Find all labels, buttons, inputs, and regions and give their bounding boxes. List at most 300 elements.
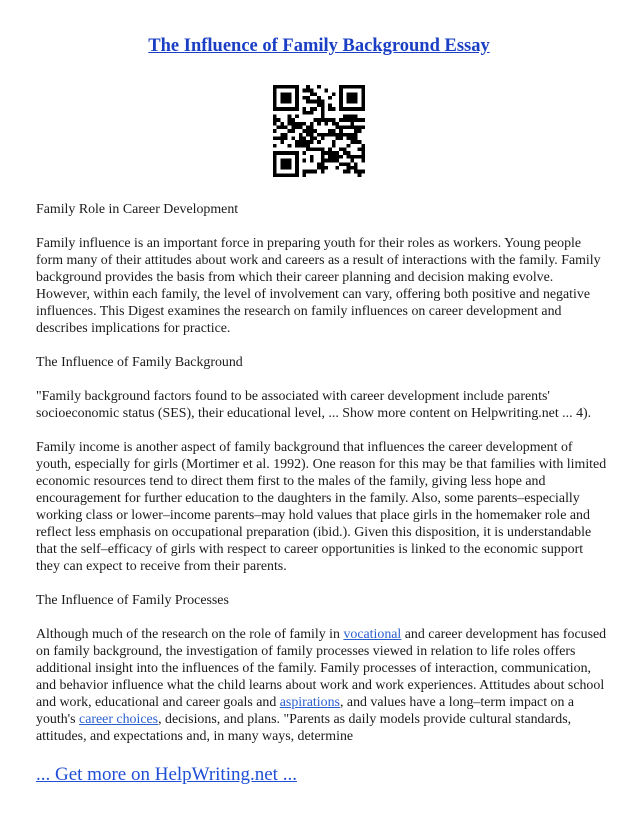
qr-module xyxy=(354,114,358,118)
qr-module xyxy=(280,92,284,96)
qr-module xyxy=(317,166,321,170)
qr-module xyxy=(317,140,321,144)
qr-module xyxy=(358,173,362,177)
qr-module xyxy=(336,133,340,137)
qr-module xyxy=(350,155,354,159)
qr-module xyxy=(347,85,351,89)
career-choices-link[interactable]: career choices xyxy=(79,712,159,727)
qr-module xyxy=(347,137,351,141)
qr-module xyxy=(291,137,295,141)
qr-module xyxy=(295,144,299,148)
qr-module xyxy=(339,162,343,166)
qr-module xyxy=(273,96,277,100)
qr-module xyxy=(347,92,351,96)
qr-module xyxy=(358,140,362,144)
qr-module xyxy=(354,162,358,166)
qr-module xyxy=(299,137,303,141)
qr-module xyxy=(313,100,317,104)
qr-module xyxy=(295,151,299,155)
qr-module xyxy=(280,173,284,177)
qr-module xyxy=(295,107,299,111)
qr-module xyxy=(350,96,354,100)
qr-module xyxy=(354,125,358,129)
qr-module xyxy=(350,114,354,118)
qr-module xyxy=(310,125,314,129)
qr-module xyxy=(280,125,284,129)
qr-module xyxy=(310,137,314,141)
qr-module xyxy=(361,125,365,129)
qr-module xyxy=(339,89,343,93)
qr-module xyxy=(361,89,365,93)
qr-module xyxy=(347,114,351,118)
qr-module xyxy=(306,144,310,148)
qr-module xyxy=(347,118,351,122)
qr-module xyxy=(306,125,310,129)
qr-module xyxy=(277,85,281,89)
qr-module xyxy=(295,85,299,89)
qr-module xyxy=(332,133,336,137)
paragraph: Family influence is an important force in preparing youth for their roles as workers. Young people form many of their attitudes about work and careers as a result of interactions with the family. Family background provides the basis from which their career planning and decision making evolve. However, within each family, the level of involvement can vary, offering both positive and negative influences. This Digest examines the research on family influences on career development and describes implications for practice. xyxy=(36,236,601,336)
qr-module xyxy=(354,100,358,104)
qr-module xyxy=(295,89,299,93)
qr-module xyxy=(321,114,325,118)
qr-module xyxy=(358,125,362,129)
qr-module xyxy=(336,151,340,155)
qr-module xyxy=(339,118,343,122)
qr-module xyxy=(354,137,358,141)
qr-module xyxy=(361,96,365,100)
qr-module xyxy=(347,107,351,111)
qr-module xyxy=(291,129,295,133)
qr-module xyxy=(354,140,358,144)
qr-module xyxy=(277,173,281,177)
qr-module xyxy=(354,85,358,89)
paragraph-text: and career development has focused on family background, the investigation of family processes viewed in relation to life roles offers additional insight into the influences of the family. Family processes of interaction, communication, and behavior influence what the child learns about work and work experiences. Attitudes about school and work, educational and career goals and xyxy=(36,627,607,710)
qr-module xyxy=(336,125,340,129)
qr-module xyxy=(328,107,332,111)
qr-module xyxy=(339,125,343,129)
qr-module xyxy=(288,162,292,166)
qr-module xyxy=(288,114,292,118)
qr-module xyxy=(295,92,299,96)
qr-module xyxy=(350,137,354,141)
qr-module xyxy=(336,166,340,170)
qr-module xyxy=(339,85,343,89)
qr-module xyxy=(350,100,354,104)
qr-module xyxy=(347,133,351,137)
qr-module xyxy=(361,170,365,174)
qr-module xyxy=(350,122,354,126)
qr-module xyxy=(302,137,306,141)
qr-module xyxy=(361,159,365,163)
qr-module xyxy=(358,118,362,122)
qr-module xyxy=(302,129,306,133)
qr-module xyxy=(328,148,332,152)
qr-module xyxy=(280,162,284,166)
qr-module xyxy=(302,107,306,111)
qr-module xyxy=(354,118,358,122)
qr-module xyxy=(295,140,299,144)
qr-module xyxy=(354,155,358,159)
qr-module xyxy=(332,118,336,122)
qr-module xyxy=(328,155,332,159)
qr-module xyxy=(284,85,288,89)
qr-module xyxy=(332,140,336,144)
qr-module xyxy=(350,118,354,122)
vocational-link[interactable]: vocational xyxy=(343,627,402,642)
qr-module xyxy=(273,85,277,89)
qr-module xyxy=(317,133,321,137)
qr-module xyxy=(339,96,343,100)
qr-module xyxy=(273,137,277,141)
qr-module xyxy=(343,118,347,122)
qr-module xyxy=(361,100,365,104)
qr-module xyxy=(358,148,362,152)
qr-module xyxy=(295,125,299,129)
qr-module xyxy=(280,96,284,100)
qr-module xyxy=(291,122,295,126)
qr-module xyxy=(277,125,281,129)
qr-module xyxy=(284,162,288,166)
qr-module xyxy=(288,159,292,163)
qr-module xyxy=(347,96,351,100)
qr-module xyxy=(321,107,325,111)
qr-module xyxy=(313,137,317,141)
qr-module xyxy=(328,133,332,137)
qr-module xyxy=(347,144,351,148)
qr-module xyxy=(273,162,277,166)
qr-module xyxy=(310,155,314,159)
qr-module xyxy=(273,103,277,107)
qr-module xyxy=(295,96,299,100)
paragraph-text: , decisions, and plans. "Parents as daily models provide cultural standards, attitudes, and expectations and, in many ways, determine xyxy=(36,712,572,744)
qr-module xyxy=(288,92,292,96)
qr-module xyxy=(277,107,281,111)
qr-module xyxy=(288,85,292,89)
qr-module xyxy=(291,118,295,122)
qr-module xyxy=(273,166,277,170)
qr-module xyxy=(295,155,299,159)
qr-module xyxy=(339,100,343,104)
qr-module xyxy=(350,133,354,137)
qr-module xyxy=(358,107,362,111)
qr-module xyxy=(313,170,317,174)
qr-module xyxy=(317,162,321,166)
qr-module xyxy=(273,107,277,111)
qr-module xyxy=(332,107,336,111)
qr-module xyxy=(291,151,295,155)
qr-module xyxy=(321,151,325,155)
qr-module xyxy=(288,118,292,122)
qr-module xyxy=(350,159,354,163)
qr-module xyxy=(350,92,354,96)
qr-module xyxy=(339,155,343,159)
qr-module xyxy=(361,155,365,159)
qr-module xyxy=(295,162,299,166)
qr-module xyxy=(288,107,292,111)
qr-module xyxy=(302,140,306,144)
qr-module xyxy=(310,129,314,133)
qr-module xyxy=(280,137,284,141)
qr-module xyxy=(291,125,295,129)
qr-module xyxy=(273,122,277,126)
qr-module xyxy=(310,133,314,137)
get-more-link[interactable]: ... Get more on HelpWriting.net ... xyxy=(36,764,297,785)
qr-module xyxy=(343,114,347,118)
qr-module xyxy=(350,107,354,111)
qr-module xyxy=(354,107,358,111)
qr-module xyxy=(354,96,358,100)
qr-module xyxy=(321,118,325,122)
qr-module xyxy=(284,166,288,170)
qr-module xyxy=(343,107,347,111)
qr-module xyxy=(361,107,365,111)
qr-module xyxy=(343,170,347,174)
qr-module xyxy=(284,107,288,111)
qr-module xyxy=(321,111,325,115)
qr-module xyxy=(295,166,299,170)
qr-module xyxy=(273,129,277,133)
qr-module xyxy=(350,166,354,170)
qr-module xyxy=(358,129,362,133)
qr-module xyxy=(321,137,325,141)
qr-module xyxy=(336,137,340,141)
section-heading: The Influence of Family Background xyxy=(36,355,243,370)
qr-module xyxy=(317,85,321,89)
paragraph: "Family background factors found to be associated with career development include parents' socioeconomic status (SES), their educational level, ... Show more content on Helpwriting.net ... 4). xyxy=(36,389,592,421)
qr-module xyxy=(332,155,336,159)
qr-module xyxy=(280,159,284,163)
qr-module xyxy=(288,166,292,170)
qr-module xyxy=(277,137,281,141)
qr-module xyxy=(295,159,299,163)
qr-module xyxy=(328,96,332,100)
qr-module xyxy=(280,151,284,155)
qr-module xyxy=(347,151,351,155)
qr-module xyxy=(328,129,332,133)
essay-title-link[interactable]: The Influence of Family Background Essay xyxy=(148,36,490,56)
essay-body xyxy=(36,201,608,762)
qr-module xyxy=(347,162,351,166)
qr-module xyxy=(306,140,310,144)
qr-module xyxy=(284,137,288,141)
qr-module xyxy=(336,122,340,126)
qr-module xyxy=(343,162,347,166)
qr-module xyxy=(332,122,336,126)
qr-module xyxy=(361,151,365,155)
qr-module xyxy=(350,125,354,129)
qr-module xyxy=(273,151,277,155)
qr-module xyxy=(310,107,314,111)
qr-module xyxy=(313,118,317,122)
qr-module xyxy=(273,144,277,148)
qr-module xyxy=(313,107,317,111)
qr-module xyxy=(306,96,310,100)
qr-module xyxy=(284,96,288,100)
qr-module xyxy=(325,159,329,163)
qr-module xyxy=(361,92,365,96)
qr-module xyxy=(313,129,317,133)
qr-module xyxy=(273,89,277,93)
qr-module xyxy=(310,159,314,163)
qr-module xyxy=(302,173,306,177)
qr-module xyxy=(284,125,288,129)
qr-module xyxy=(299,122,303,126)
qr-module xyxy=(358,170,362,174)
qr-module xyxy=(284,159,288,163)
qr-module xyxy=(310,111,314,115)
qr-module xyxy=(284,173,288,177)
qr-module xyxy=(328,118,332,122)
qr-module xyxy=(361,103,365,107)
qr-module xyxy=(280,122,284,126)
section-heading: The Influence of Family Processes xyxy=(36,593,229,608)
qr-module xyxy=(343,125,347,129)
qr-module xyxy=(321,133,325,137)
qr-module xyxy=(295,122,299,126)
qr-module xyxy=(354,170,358,174)
qr-module xyxy=(310,148,314,152)
qr-module xyxy=(332,159,336,163)
qr-module xyxy=(336,159,340,163)
qr-module xyxy=(306,111,310,115)
qr-module xyxy=(339,133,343,137)
qr-module xyxy=(343,133,347,137)
qr-module xyxy=(317,148,321,152)
qr-module xyxy=(328,103,332,107)
qr-module xyxy=(354,166,358,170)
qr-code-icon xyxy=(273,85,365,177)
qr-module xyxy=(299,140,303,144)
qr-module xyxy=(310,100,314,104)
qr-module xyxy=(350,140,354,144)
qr-module xyxy=(280,85,284,89)
qr-module xyxy=(328,151,332,155)
qr-module xyxy=(302,96,306,100)
qr-module xyxy=(273,100,277,104)
qr-module xyxy=(295,170,299,174)
qr-module xyxy=(306,100,310,104)
section-heading: Family Role in Career Development xyxy=(36,202,239,217)
qr-module xyxy=(361,118,365,122)
qr-module xyxy=(306,170,310,174)
qr-module xyxy=(347,100,351,104)
qr-module xyxy=(299,133,303,137)
qr-module xyxy=(295,100,299,104)
qr-module xyxy=(325,133,329,137)
qr-module xyxy=(291,85,295,89)
qr-module xyxy=(302,122,306,126)
qr-module xyxy=(347,125,351,129)
qr-module xyxy=(347,166,351,170)
qr-module xyxy=(317,100,321,104)
qr-module xyxy=(288,100,292,104)
qr-module xyxy=(361,85,365,89)
qr-module xyxy=(321,166,325,170)
qr-module xyxy=(306,129,310,133)
paragraph-text: Although much of the research on the role of family in xyxy=(36,627,344,642)
qr-module xyxy=(313,148,317,152)
qr-module xyxy=(302,89,306,93)
qr-module xyxy=(302,144,306,148)
paragraph xyxy=(36,626,608,745)
qr-module xyxy=(284,151,288,155)
qr-module xyxy=(306,85,310,89)
qr-module xyxy=(306,89,310,93)
aspirations-link[interactable]: aspirations xyxy=(279,695,340,710)
qr-module xyxy=(343,148,347,152)
qr-module xyxy=(350,85,354,89)
qr-module xyxy=(361,148,365,152)
paragraph: Family income is another aspect of family background that influences the career development of youth, especially for girls (Mortimer et al. 1992). One reason for this may be that families with limited economic resources tend to direct them first to the males of the family, giving less hope and encouragement for further education to the daughters in the family. Also, some parents–especially working class or lower–income parents–may hold values that place girls in the homemaker role and reflect less emphasis on occupational preparation (ibid.). Given this disposition, it is understandable that the self–efficacy of girls with respect to career opportunities is linked to the economic support they can expect to receive from their parents. xyxy=(36,440,607,574)
qr-module xyxy=(343,151,347,155)
qr-module xyxy=(302,170,306,174)
qr-module xyxy=(310,170,314,174)
qr-module xyxy=(317,96,321,100)
qr-module xyxy=(284,92,288,96)
qr-module xyxy=(354,133,358,137)
qr-module xyxy=(284,100,288,104)
qr-module xyxy=(325,151,329,155)
qr-module xyxy=(313,92,317,96)
qr-module xyxy=(343,85,347,89)
qr-module xyxy=(332,144,336,148)
qr-module xyxy=(288,173,292,177)
qr-module xyxy=(273,114,277,118)
qr-module xyxy=(284,133,288,137)
qr-module xyxy=(280,166,284,170)
qr-module xyxy=(339,129,343,133)
qr-module xyxy=(280,100,284,104)
qr-module xyxy=(358,155,362,159)
qr-module xyxy=(302,111,306,115)
qr-module xyxy=(332,129,336,133)
qr-module xyxy=(277,118,281,122)
qr-module xyxy=(306,148,310,152)
qr-module xyxy=(317,118,321,122)
paragraph-text: , and values have a long–term impact on a youth's xyxy=(36,695,575,727)
qr-module xyxy=(328,159,332,163)
qr-module xyxy=(321,159,325,163)
qr-module xyxy=(347,170,351,174)
qr-module xyxy=(295,114,299,118)
qr-module xyxy=(288,129,292,133)
qr-module xyxy=(273,173,277,177)
qr-module xyxy=(288,144,292,148)
qr-module xyxy=(288,96,292,100)
qr-module xyxy=(339,148,343,152)
qr-module xyxy=(336,155,340,159)
qr-module xyxy=(325,166,329,170)
qr-module xyxy=(288,151,292,155)
qr-module xyxy=(347,155,351,159)
qr-module xyxy=(306,133,310,137)
qr-module xyxy=(280,107,284,111)
qr-module xyxy=(277,151,281,155)
qr-module xyxy=(302,151,306,155)
qr-module xyxy=(295,103,299,107)
qr-module xyxy=(299,125,303,129)
qr-module xyxy=(310,89,314,93)
qr-module xyxy=(295,173,299,177)
qr-module xyxy=(339,107,343,111)
qr-module xyxy=(299,144,303,148)
qr-module xyxy=(339,92,343,96)
qr-module xyxy=(321,100,325,104)
qr-module xyxy=(310,92,314,96)
qr-module xyxy=(321,170,325,174)
qr-module xyxy=(317,122,321,126)
